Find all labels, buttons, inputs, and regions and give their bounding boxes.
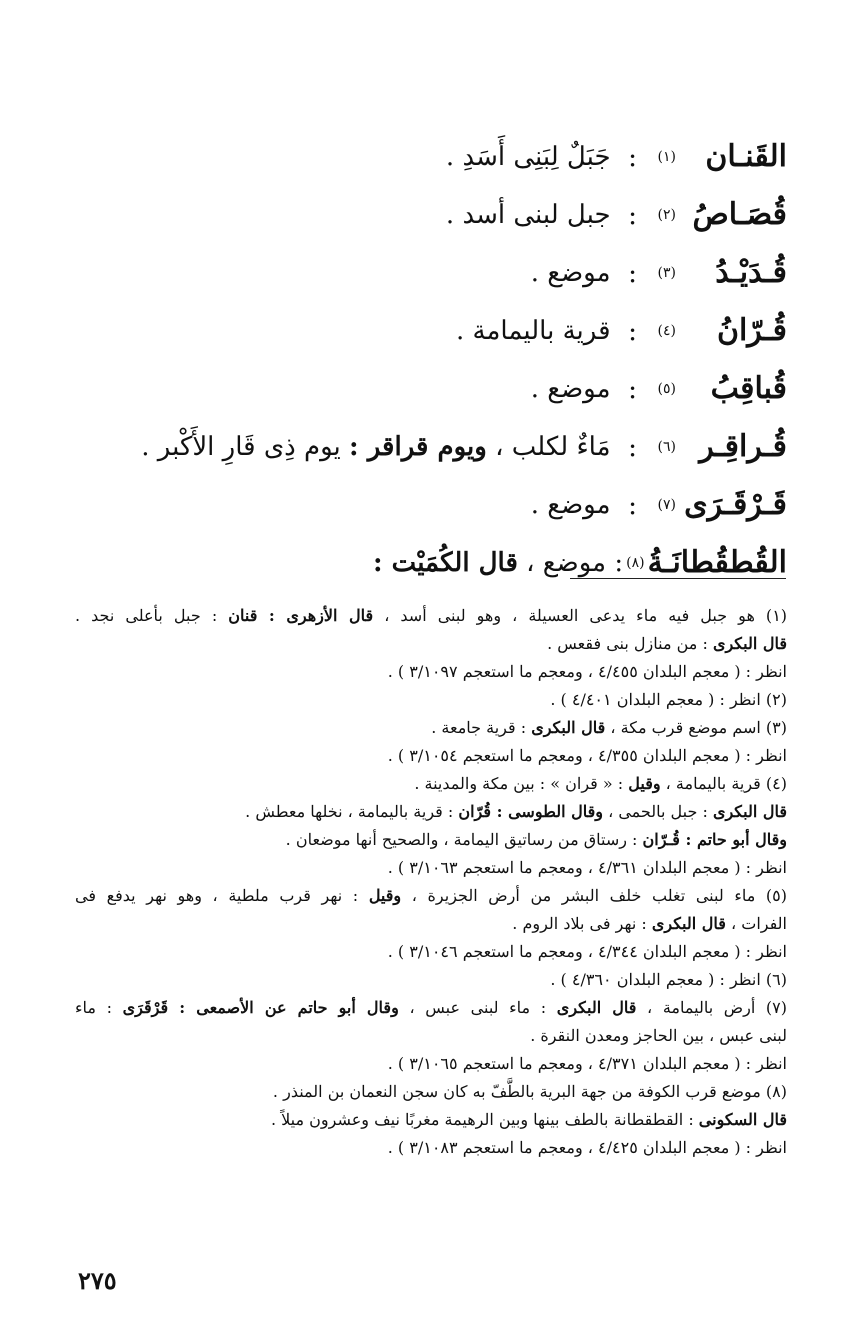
footnote-7-line-3: انظر : ( معجم البلدان ٤/٣٧١ ، ومعجم ما استعجم ٣/١٠٦٥ ) . <box>387 1054 787 1073</box>
footnote-4-line-1: (٤) قرية باليمامة ، وقيل : « قران » : بين مكة والمدينة . <box>414 774 787 793</box>
entry-colon: : <box>627 141 638 173</box>
entry-definition: جبل لبنى أسد . <box>445 200 611 230</box>
entry-qaraqir <box>67 418 787 476</box>
entry-colon: : <box>627 431 638 463</box>
footnote-ref: (٧) <box>657 497 676 513</box>
footnote-ref: (٦) <box>657 439 676 455</box>
definition-part: مَاءٌ لكلب ، <box>495 432 611 462</box>
footnote-ref: (٥) <box>657 381 676 397</box>
entry-headword: قُـرّانُ <box>716 313 787 348</box>
footnote-ref: (١) <box>657 149 676 165</box>
entry-qusas <box>67 186 787 244</box>
footnotes <box>75 602 787 1162</box>
entry-headword: القُطقُطانَـةُ <box>647 545 787 580</box>
footnote-3-line-2: انظر : ( معجم البلدان ٤/٣٥٥ ، ومعجم ما استعجم ٣/١٠٥٤ ) . <box>387 746 787 765</box>
entry-definition: قرية باليمامة . <box>456 316 611 346</box>
entry-headword: قُـراقِـر <box>699 429 787 464</box>
entry-colon: : <box>627 257 638 289</box>
entry-definition <box>373 550 623 576</box>
entry-list <box>67 128 787 592</box>
entry-headword: قُـدَيْـدُ <box>715 255 787 290</box>
entry-definition: موضع . <box>530 490 611 520</box>
footnote-6: (٦) انظر : ( معجم البلدان ٤/٣٦٠ ) . <box>550 970 787 989</box>
footnote-8-line-1: (٨) موضع قرب الكوفة من جهة البرية بالطَّفّ به كان سجن النعمان بن المنذر . <box>272 1082 787 1101</box>
footnote-separator <box>570 578 786 579</box>
entry-headword: قُصَـاصُ <box>692 197 787 232</box>
entry-qudayd <box>67 244 787 302</box>
footnote-8-line-3: انظر : ( معجم البلدان ٤/٤٢٥ ، ومعجم ما استعجم ٣/١٠٨٣ ) . <box>387 1138 787 1157</box>
footnote-8-line-2: قال السكونى : القطقطانة بالطف بينها وبين الرهيمة مغربًا نيف وعشرون ميلاً . <box>270 1110 787 1129</box>
footnote-1-line-3: انظر : ( معجم البلدان ٤/٤٥٥ ، ومعجم ما استعجم ٣/١٠٩٧ ) . <box>387 662 787 681</box>
footnote-5-line-3: انظر : ( معجم البلدان ٤/٣٤٤ ، ومعجم ما استعجم ٣/١٠٤٦ ) . <box>387 942 787 961</box>
footnote-ref: (٢) <box>657 207 676 223</box>
entry-definition: موضع . <box>530 258 611 288</box>
page-number: ٢٧٥ <box>78 1266 117 1295</box>
entry-headword: قَـرْقَـرَى <box>684 487 787 522</box>
entry-definition <box>141 434 610 460</box>
entry-definition: موضع . <box>530 374 611 404</box>
entry-headword: قُباقِبُ <box>710 371 787 406</box>
footnote-7-line-2: لبنى عبس ، بين الحاجز ومعدن النقرة . <box>530 1026 787 1045</box>
entry-colon: : <box>627 315 638 347</box>
definition-bold-part: قال الكُمَيْت : <box>373 548 518 578</box>
definition-part: : موضع ، <box>526 548 624 578</box>
footnote-2: (٢) انظر : ( معجم البلدان ٤/٤٠١ ) . <box>550 690 787 709</box>
footnote-4-line-3: وقال أبو حاتم : قُـرّان : رستاق من رساتيق اليمامة ، والصحيح أنها موضعان . <box>285 830 787 849</box>
entry-qarqara <box>67 476 787 534</box>
footnote-5-line-1: (٥) ماء لبنى تغلب خلف البشر من أرض الجزيرة ، وقيل : نهر قرب ملطية ، وهو نهر يدفع فى <box>75 886 787 905</box>
footnote-ref: (٤) <box>657 323 676 339</box>
entry-definition: جَبَلٌ لِبَنِى أَسَدِ . <box>445 142 611 172</box>
entry-qurran <box>67 302 787 360</box>
definition-bold-part: ويوم قراقر : <box>349 432 487 462</box>
footnote-1-line-1: (١) هو جبل فيه ماء يدعى العسيلة ، وهو لبنى أسد ، قال الأزهرى : قنان : جبل بأعلى نجد . <box>75 606 788 625</box>
footnote-3-line-1: (٣) اسم موضع قرب مكة ، قال البكرى : قرية جامعة . <box>431 718 787 737</box>
footnote-7-line-1: (٧) أرض باليمامة ، قال البكرى : ماء لبنى عبس ، وقال أبو حاتم عن الأصمعى : قَرْقَرَى : ماء <box>75 998 788 1017</box>
entry-qutqutana <box>67 534 787 592</box>
entry-qubaqib <box>67 360 787 418</box>
footnote-4-line-2: قال البكرى : جبل بالحمى ، وقال الطوسى : قُرّان : قرية باليمامة ، نخلها معطش . <box>245 802 787 821</box>
entry-colon: : <box>627 199 638 231</box>
entry-colon: : <box>627 489 638 521</box>
definition-part: يوم ذِى قَارِ الأَكْبر . <box>141 432 341 462</box>
entry-qannan <box>67 128 787 186</box>
footnote-4-line-4: انظر : ( معجم البلدان ٤/٣٦١ ، ومعجم ما استعجم ٣/١٠٦٣ ) . <box>387 858 787 877</box>
footnote-5-line-2: الفرات ، قال البكرى : نهر فى بلاد الروم . <box>512 914 787 933</box>
footnote-ref: (٨) <box>626 555 645 571</box>
entry-headword: القَنـان <box>705 139 787 174</box>
entry-colon: : <box>627 373 638 405</box>
footnote-ref: (٣) <box>657 265 676 281</box>
footnote-1-line-2: قال البكرى : من منازل بنى فقعس . <box>547 634 787 653</box>
